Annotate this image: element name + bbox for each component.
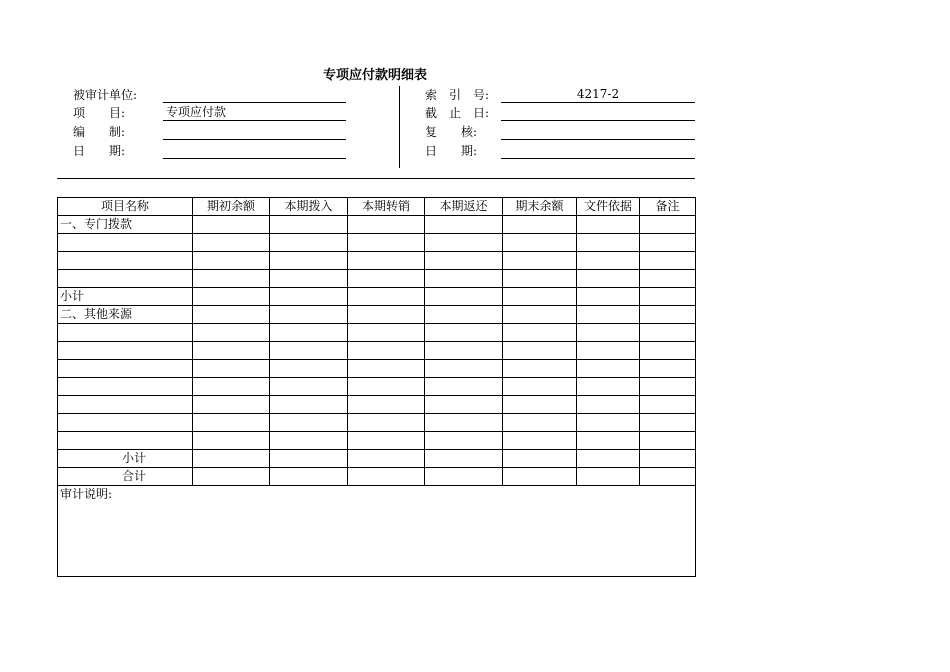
cutoff-date-field[interactable] [501, 104, 695, 121]
value-cell[interactable] [577, 414, 640, 432]
col-header-remarks: 备注 [640, 198, 696, 216]
value-cell[interactable] [425, 270, 503, 288]
value-cell[interactable] [503, 324, 577, 342]
value-cell[interactable] [425, 216, 503, 234]
value-cell[interactable] [577, 360, 640, 378]
value-cell[interactable] [503, 306, 577, 324]
page-title: 专项应付款明细表 [322, 68, 427, 83]
value-cell[interactable] [577, 378, 640, 396]
table-header-row [58, 198, 696, 216]
col-header-closing-balance: 期末余额 [503, 198, 577, 216]
value-cell[interactable] [503, 342, 577, 360]
reviewer-field[interactable] [501, 123, 695, 140]
value-cell[interactable] [425, 450, 503, 468]
value-cell[interactable] [270, 252, 348, 270]
value-cell[interactable] [640, 450, 696, 468]
value-cell[interactable] [640, 252, 696, 270]
value-cell[interactable] [503, 360, 577, 378]
value-cell[interactable] [577, 342, 640, 360]
value-cell[interactable] [348, 468, 425, 486]
detail-table [57, 197, 696, 577]
value-cell[interactable] [270, 432, 348, 450]
value-cell[interactable] [640, 360, 696, 378]
value-cell[interactable] [425, 414, 503, 432]
value-cell[interactable] [640, 378, 696, 396]
review-date-label: 日 期: [425, 144, 478, 158]
table-row [58, 270, 696, 288]
value-cell[interactable] [348, 216, 425, 234]
item-name-cell[interactable] [58, 324, 193, 342]
item-name-cell[interactable] [58, 396, 193, 414]
table-row [58, 432, 696, 450]
audit-note-label: 审计说明: [60, 487, 113, 501]
value-cell[interactable] [640, 468, 696, 486]
value-cell[interactable] [270, 414, 348, 432]
value-cell[interactable] [640, 270, 696, 288]
value-cell[interactable] [577, 252, 640, 270]
project-field[interactable]: 专项应付款 [163, 104, 346, 121]
value-cell[interactable] [640, 432, 696, 450]
value-cell[interactable] [503, 252, 577, 270]
item-name-cell[interactable] [58, 432, 193, 450]
value-cell[interactable] [270, 234, 348, 252]
value-cell[interactable] [270, 360, 348, 378]
value-cell[interactable] [577, 468, 640, 486]
value-cell[interactable] [193, 360, 270, 378]
value-cell[interactable] [503, 288, 577, 306]
value-cell[interactable] [577, 216, 640, 234]
value-cell[interactable] [577, 324, 640, 342]
value-cell[interactable] [348, 432, 425, 450]
prepared-by-field[interactable] [163, 123, 346, 140]
value-cell[interactable] [425, 468, 503, 486]
value-cell[interactable] [348, 270, 425, 288]
index-no-field[interactable]: 4217-2 [501, 86, 695, 103]
value-cell[interactable] [425, 234, 503, 252]
value-cell[interactable] [503, 216, 577, 234]
value-cell[interactable] [193, 288, 270, 306]
col-header-item-name: 项目名称 [58, 198, 193, 216]
audited-unit-label: 被审计单位: [73, 88, 138, 102]
table-row [58, 288, 696, 306]
value-cell[interactable] [270, 378, 348, 396]
value-cell[interactable] [193, 216, 270, 234]
value-cell[interactable] [425, 324, 503, 342]
value-cell[interactable] [503, 270, 577, 288]
table-row [58, 450, 696, 468]
item-name-cell[interactable] [58, 234, 193, 252]
project-label: 项 目: [73, 106, 126, 120]
value-cell[interactable] [270, 288, 348, 306]
value-cell[interactable] [348, 360, 425, 378]
value-cell[interactable] [503, 396, 577, 414]
col-header-opening-balance: 期初余额 [193, 198, 270, 216]
item-name-cell[interactable]: 小计 [58, 288, 193, 306]
value-cell[interactable] [503, 432, 577, 450]
table-row [58, 234, 696, 252]
value-cell[interactable] [193, 342, 270, 360]
header-divider [399, 86, 400, 168]
value-cell[interactable] [193, 270, 270, 288]
value-cell[interactable] [503, 450, 577, 468]
value-cell[interactable] [577, 450, 640, 468]
value-cell[interactable] [193, 378, 270, 396]
item-name-cell[interactable]: 小计 [58, 450, 193, 468]
value-cell[interactable] [270, 450, 348, 468]
table-row [58, 414, 696, 432]
table-row [58, 216, 696, 234]
cutoff-date-label: 截 止 日: [425, 106, 490, 120]
prepared-by-label: 编 制: [73, 125, 126, 139]
value-cell[interactable] [270, 306, 348, 324]
col-header-returned: 本期返还 [425, 198, 503, 216]
value-cell[interactable] [640, 342, 696, 360]
table-body [58, 216, 696, 486]
table-row [58, 396, 696, 414]
value-cell[interactable] [348, 450, 425, 468]
value-cell[interactable] [640, 414, 696, 432]
value-cell[interactable] [503, 468, 577, 486]
value-cell[interactable] [503, 234, 577, 252]
value-cell[interactable] [193, 306, 270, 324]
audited-unit-field[interactable] [163, 86, 346, 103]
review-date-field[interactable] [501, 142, 695, 159]
value-cell[interactable] [425, 252, 503, 270]
value-cell[interactable] [193, 468, 270, 486]
value-cell[interactable] [503, 414, 577, 432]
value-cell[interactable] [577, 432, 640, 450]
header-bottom-rule [57, 178, 695, 179]
value-cell[interactable] [193, 414, 270, 432]
table-row [58, 252, 696, 270]
table-row [58, 324, 696, 342]
value-cell[interactable] [640, 306, 696, 324]
value-cell[interactable] [348, 306, 425, 324]
value-cell[interactable] [193, 324, 270, 342]
item-name-cell[interactable] [58, 414, 193, 432]
value-cell[interactable] [193, 252, 270, 270]
reviewer-label: 复 核: [425, 125, 478, 139]
value-cell[interactable] [348, 378, 425, 396]
value-cell[interactable] [193, 396, 270, 414]
item-name-cell[interactable] [58, 360, 193, 378]
value-cell[interactable] [348, 288, 425, 306]
item-name-cell[interactable] [58, 342, 193, 360]
value-cell[interactable] [640, 234, 696, 252]
table-row [58, 468, 696, 486]
value-cell[interactable] [193, 432, 270, 450]
value-cell[interactable] [270, 216, 348, 234]
value-cell[interactable] [577, 288, 640, 306]
audit-note-cell[interactable] [58, 486, 696, 577]
value-cell[interactable] [577, 396, 640, 414]
value-cell[interactable] [640, 324, 696, 342]
value-cell[interactable] [425, 360, 503, 378]
table-row [58, 306, 696, 324]
value-cell[interactable] [270, 342, 348, 360]
value-cell[interactable] [503, 378, 577, 396]
value-cell[interactable] [425, 378, 503, 396]
value-cell[interactable] [270, 468, 348, 486]
value-cell[interactable] [193, 234, 270, 252]
value-cell[interactable] [348, 252, 425, 270]
value-cell[interactable] [270, 270, 348, 288]
value-cell[interactable] [348, 396, 425, 414]
value-cell[interactable] [348, 342, 425, 360]
value-cell[interactable] [425, 396, 503, 414]
value-cell[interactable] [270, 396, 348, 414]
value-cell[interactable] [425, 432, 503, 450]
value-cell[interactable] [425, 306, 503, 324]
item-name-cell[interactable] [58, 270, 193, 288]
table-row [58, 342, 696, 360]
prepared-date-label: 日 期: [73, 144, 126, 158]
value-cell[interactable] [348, 414, 425, 432]
prepared-date-field[interactable] [163, 142, 346, 159]
index-no-label: 索 引 号: [425, 88, 490, 102]
audit-note-row [58, 486, 696, 577]
item-name-cell[interactable]: 合计 [58, 468, 193, 486]
value-cell[interactable] [577, 234, 640, 252]
table-row [58, 360, 696, 378]
value-cell[interactable] [348, 234, 425, 252]
item-name-cell[interactable] [58, 378, 193, 396]
col-header-document-basis: 文件依据 [577, 198, 640, 216]
value-cell[interactable] [270, 324, 348, 342]
col-header-allocated: 本期拨入 [270, 198, 348, 216]
value-cell[interactable] [577, 306, 640, 324]
value-cell[interactable] [577, 270, 640, 288]
value-cell[interactable] [348, 324, 425, 342]
value-cell[interactable] [640, 216, 696, 234]
value-cell[interactable] [193, 450, 270, 468]
item-name-cell[interactable] [58, 252, 193, 270]
value-cell[interactable] [640, 288, 696, 306]
item-name-cell[interactable]: 二、其他来源 [58, 306, 193, 324]
value-cell[interactable] [640, 396, 696, 414]
item-name-cell[interactable]: 一、专门拨款 [58, 216, 193, 234]
table-row [58, 378, 696, 396]
col-header-written-off: 本期转销 [348, 198, 425, 216]
value-cell[interactable] [425, 288, 503, 306]
value-cell[interactable] [425, 342, 503, 360]
